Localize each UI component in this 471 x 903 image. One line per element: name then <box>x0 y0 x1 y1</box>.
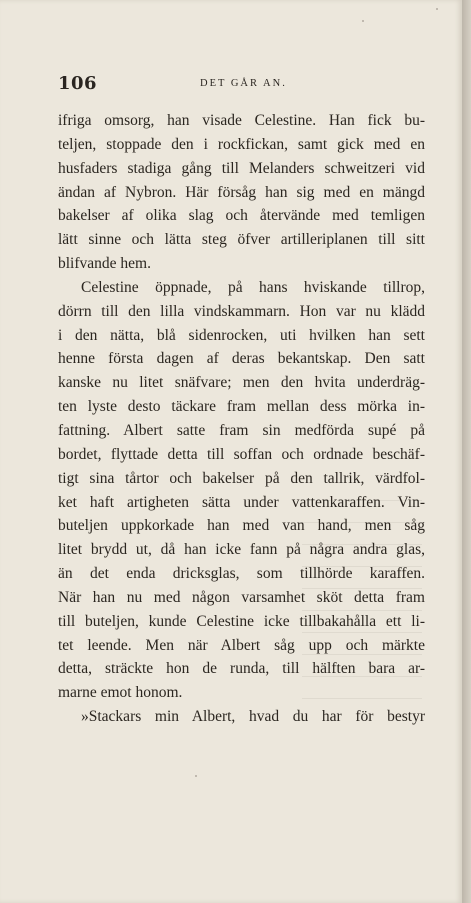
paper-speck <box>195 775 197 777</box>
text-line: i den nätta, blå sidenrocken, uti hvilken han sett <box>58 326 425 344</box>
text-line: till buteljen, kunde Celestine icke tillbakahålla ett li- <box>58 612 425 630</box>
text-line: ändan af Nybron. Här försåg han sig med en mängd <box>58 183 425 201</box>
paper-speck <box>362 20 364 22</box>
text-line: husfaders stadiga gång till Melanders schweitzeri vid <box>58 159 425 177</box>
text-line: litet brydd ut, då han icke fann på några andra glas, <box>58 541 425 559</box>
text-line: teljen, stoppade den i rockfickan, samt gick med en <box>58 135 425 153</box>
text-line: När han nu med någon varsamhet sköt detta fram <box>58 588 425 606</box>
text-line: henne första dagen af deras bekantskap. Den satt <box>58 350 425 368</box>
text-line: Celestine öppnade, på hans hviskande tillrop, <box>81 278 425 296</box>
page-number: 106 <box>58 73 98 94</box>
text-line: dörrn till den lilla vindskammarn. Hon var nu klädd <box>58 302 425 320</box>
text-line: ket haft artigheten sätta under vattenkaraffen. Vin- <box>58 493 425 511</box>
paper-speck <box>436 8 438 10</box>
text-line: tet leende. Men när Albert såg upp och märkte <box>58 636 425 654</box>
text-line: detta, sträckte hon de runda, till hälften bara ar- <box>58 660 425 678</box>
text-line: blifvande hem. <box>58 255 151 273</box>
text-line: marne emot honom. <box>58 684 183 702</box>
page-edge <box>462 0 471 903</box>
text-line: ten lyste desto täckare fram mellan dess mörka in- <box>58 398 425 416</box>
text-line: lätt sinne och lätta steg öfver artilleriplanen till sitt <box>58 231 425 249</box>
running-head: DET GÅR AN. <box>200 78 287 89</box>
text-line: fattning. Albert satte fram sin medförda supé på <box>58 421 425 439</box>
text-line: ifriga omsorg, han visade Celestine. Han fick bu- <box>58 112 425 129</box>
text-line: »Stackars min Albert, hvad du har för bestyr <box>81 708 425 726</box>
text-line: tigt sina tårtor och bakelser på den tallrik, värdfol- <box>58 469 425 487</box>
page-header <box>58 73 425 97</box>
text-line: bakelser af olika slag och återvände med temligen <box>58 207 425 225</box>
text-line: kanske nu litet snäfvare; men den hvita underdräg- <box>58 374 425 392</box>
text-line: buteljen uppkorkade han med van hand, men såg <box>58 517 425 535</box>
text-line: bordet, flyttade detta till soffan och ordnade beschäf- <box>58 445 425 463</box>
body-text <box>58 109 425 729</box>
text-line: än det enda dricksglas, som tillhörde karaffen. <box>58 565 425 583</box>
